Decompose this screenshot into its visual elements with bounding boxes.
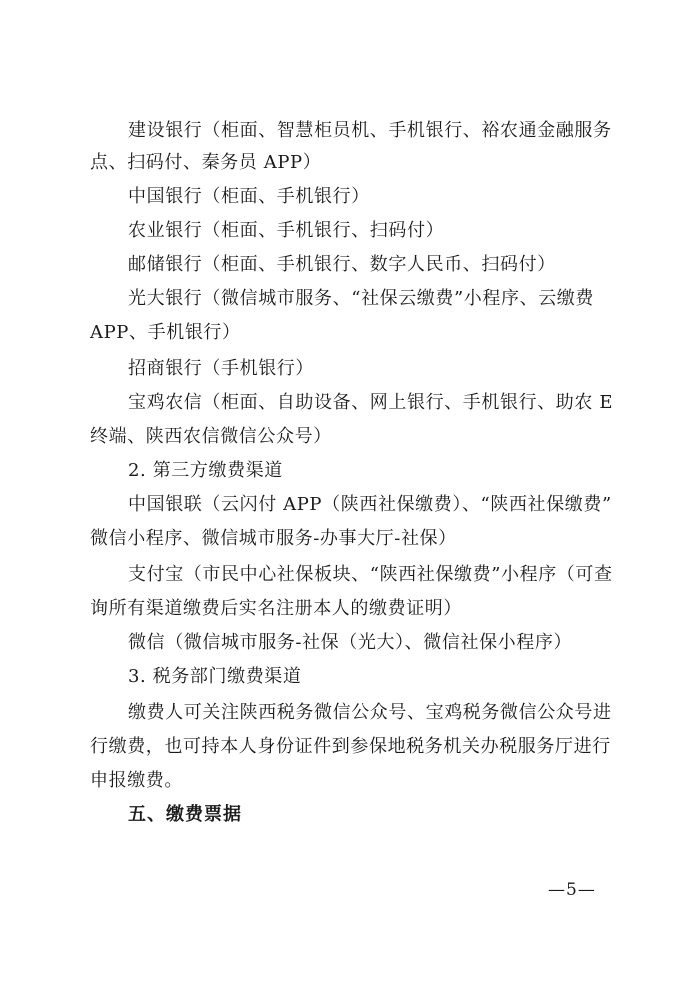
- section-heading: 3. 税务部门缴费渠道: [128, 666, 302, 687]
- text-line: 终端、陕西农信微信公众号）: [90, 426, 332, 447]
- text-line: 微信小程序、微信城市服务-办事大厅-社保）: [90, 528, 457, 549]
- text-line: 宝鸡农信（柜面、自助设备、网上银行、手机银行、助农 E: [128, 392, 614, 413]
- text-line: 微信（微信城市服务-社保（光大）、微信社保小程序）: [128, 632, 573, 653]
- page-number: —5—: [548, 880, 596, 900]
- text-line: 招商银行（手机银行）: [128, 358, 314, 379]
- chapter-heading: 五、缴费票据: [128, 804, 242, 825]
- text-line: 行缴费，也可持本人身份证件到参保地税务机关办税服务厅进行: [90, 736, 611, 757]
- text-line: 点、扫码付、秦务员 APP）: [90, 152, 322, 173]
- text-line: APP、手机银行）: [90, 322, 241, 343]
- text-line: 邮储银行（柜面、手机银行、数字人民币、扫码付）: [128, 254, 556, 275]
- text-line: 光大银行（微信城市服务、“社保云缴费”小程序、云缴费: [128, 288, 595, 309]
- text-line: 建设银行（柜面、智慧柜员机、手机银行、裕农通金融服务: [128, 120, 612, 141]
- text-line: 支付宝（市民中心社保板块、“陕西社保缴费”小程序（可查: [128, 564, 613, 585]
- text-line: 询所有渠道缴费后实名注册本人的缴费证明）: [90, 598, 462, 619]
- text-line: 农业银行（柜面、手机银行、扫码付）: [128, 220, 445, 241]
- text-line: 中国银联（云闪付 APP（陕西社保缴费）、“陕西社保缴费”: [128, 494, 612, 515]
- text-line: 中国银行（柜面、手机银行）: [128, 186, 370, 207]
- section-heading: 2. 第三方缴费渠道: [128, 460, 283, 481]
- text-line: 申报缴费。: [90, 770, 183, 791]
- text-line: 缴费人可关注陕西税务微信公众号、宝鸡税务微信公众号进: [128, 702, 612, 723]
